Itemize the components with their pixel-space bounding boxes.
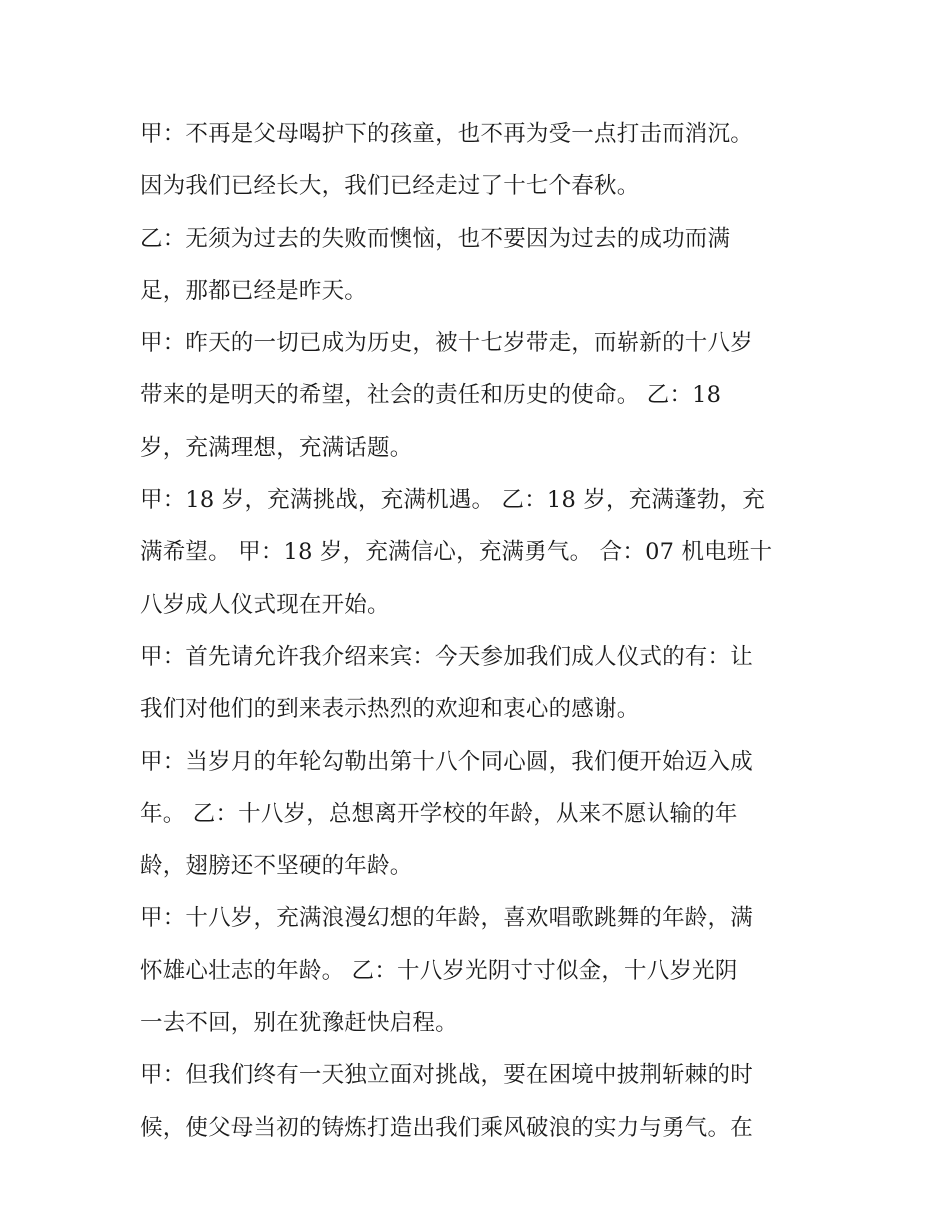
- text-line: 我们对他们的到来表示热烈的欢迎和衷心的感谢。: [140, 696, 640, 723]
- text-line: 甲：18 岁，充满挑战，充满机遇。 乙：18 岁，充满蓬勃，充: [140, 487, 765, 514]
- text-line: 怀雄心壮志的年龄。 乙：十八岁光阴寸寸似金，十八岁光阴: [140, 957, 738, 984]
- text-line: 甲：不再是父母喝护下的孩童，也不再为受一点打击而消沉。: [140, 121, 753, 147]
- text-line: 因为我们已经长大，我们已经走过了十七个春秋。: [140, 173, 640, 200]
- text-line: 甲：昨天的一切已成为历史，被十七岁带走，而崭新的十八岁: [140, 330, 753, 357]
- text-line: 岁，充满理想，充满话题。: [140, 434, 413, 461]
- text-line: 足，那都已经是昨天。: [140, 277, 368, 304]
- text-line: 带来的是明天的希望，社会的责任和历史的使命。 乙：18: [140, 382, 722, 409]
- text-line: 年。 乙：十八岁，总想离开学校的年龄，从来不愿认输的年: [140, 800, 738, 827]
- text-line: 满希望。 甲：18 岁，充满信心，充满勇气。 合：07 机电班十: [140, 539, 773, 566]
- text-line: 乙：无须为过去的失败而懊恼，也不要因为过去的成功而满: [140, 225, 731, 252]
- text-line: 甲：但我们终有一天独立面对挑战，要在困境中披荆斩棘的时: [140, 1062, 753, 1089]
- text-line: 八岁成人仪式现在开始。: [140, 591, 390, 618]
- text-line: 甲：当岁月的年轮勾勒出第十八个同心圆，我们便开始迈入成: [140, 748, 753, 775]
- text-line: 甲：首先请允许我介绍来宾：今天参加我们成人仪式的有：让: [140, 643, 753, 670]
- text-line: 候，使父母当初的铸炼打造出我们乘风破浪的实力与勇气。在: [140, 1114, 753, 1141]
- text-line: 甲：十八岁，充满浪漫幻想的年龄，喜欢唱歌跳舞的年龄，满: [140, 905, 753, 932]
- text-line: 一去不回，别在犹豫赶快启程。: [140, 1010, 458, 1037]
- document-body: [140, 108, 820, 1154]
- text-line: 龄，翅膀还不坚硬的年龄。: [140, 853, 413, 880]
